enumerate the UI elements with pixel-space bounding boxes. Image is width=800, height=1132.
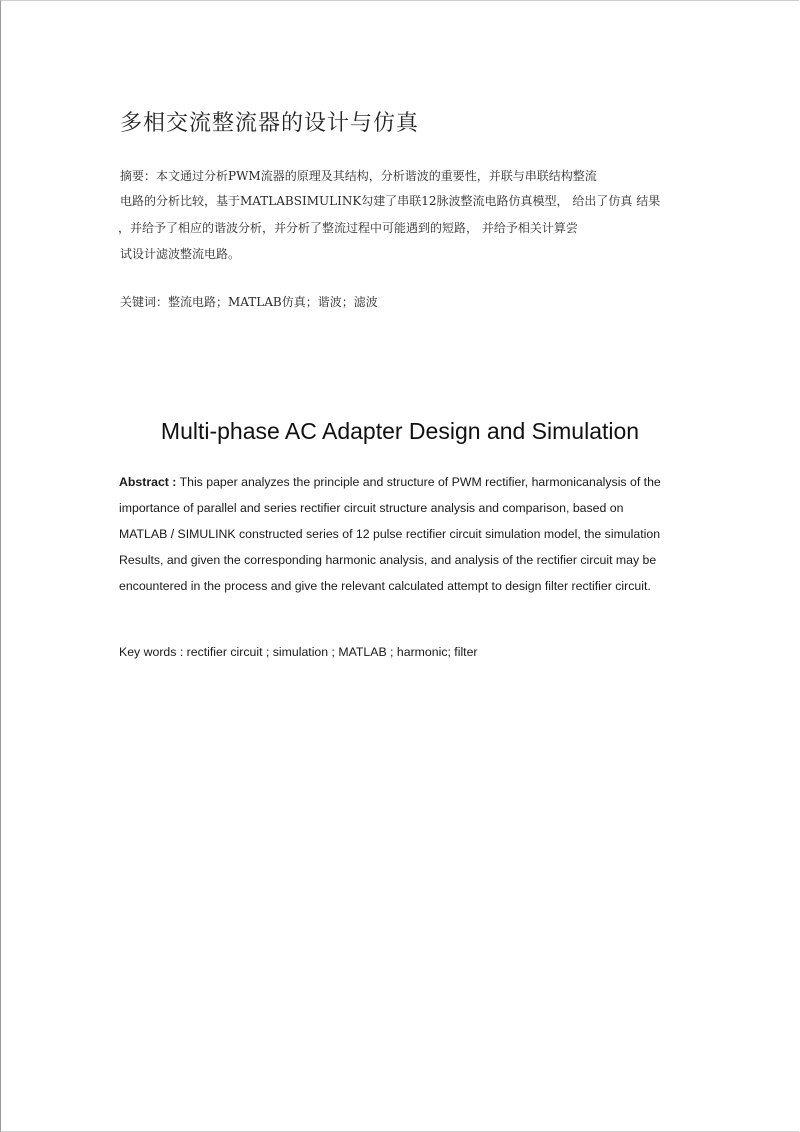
- chinese-keywords: 关键词：整流电路；MATLAB仿真；谐波；滤波: [120, 295, 378, 309]
- english-abstract-line-1: [119, 475, 661, 489]
- chinese-abstract-line-3: ，并给予了相应的谐波分析，并分析了整流过程中可能遇到的短路， 并给予相关计算尝: [118, 221, 578, 235]
- chinese-abstract-line-2: 电路的分析比较，基于MATLABSIMULINK勾建了串联12脉波整流电路仿真模型， 给出了仿真 结果: [120, 194, 661, 208]
- english-abstract-line-3: MATLAB / SIMULINK constructed series of 12 pulse rectifier circuit simulation model, the simulation: [119, 527, 661, 541]
- chinese-title: 多相交流整流器的设计与仿真: [120, 111, 420, 136]
- chinese-abstract-line-1: 摘要：本文通过分析PWM流器的原理及其结构，分析谐波的重要性，并联与串联结构整流: [120, 169, 597, 183]
- english-title: Multi-phase AC Adapter Design and Simulation: [160, 418, 640, 444]
- abstract-label: Abstract :: [119, 475, 177, 489]
- english-abstract-line-5: encountered in the process and give the relevant calculated attempt to design filter rectifier circuit.: [119, 579, 651, 593]
- chinese-abstract-line-4: 试设计滤波整流电路。: [120, 247, 241, 261]
- english-abstract-line-1-text: This paper analyzes the principle and structure of PWM rectifier, harmonicanalysis of the: [176, 475, 661, 489]
- english-keywords: Key words : rectifier circuit ; simulation ; MATLAB ; harmonic; filter: [119, 645, 478, 659]
- english-abstract-line-2: importance of parallel and series rectifier circuit structure analysis and comparison, based on: [119, 501, 624, 515]
- english-abstract-line-4: Results, and given the corresponding harmonic analysis, and analysis of the rectifier circuit may be: [119, 553, 657, 567]
